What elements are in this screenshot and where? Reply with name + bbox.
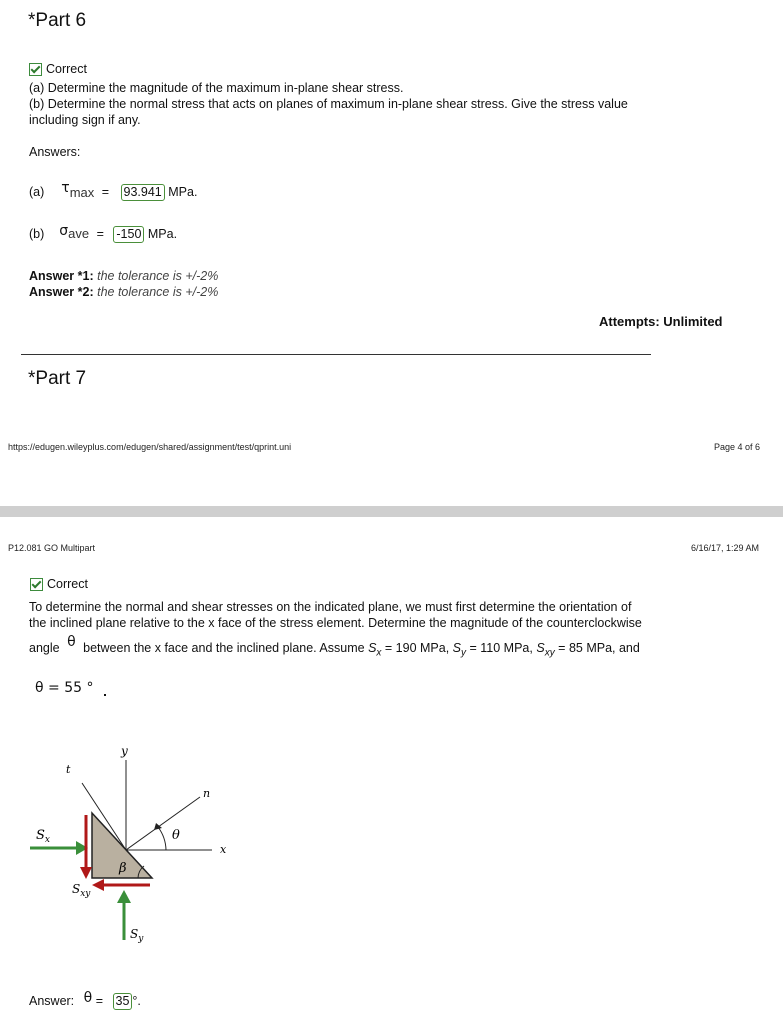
- theta-symbol: θ: [67, 634, 76, 650]
- header-datetime: 6/16/17, 1:29 AM: [691, 543, 760, 553]
- line3-pre: angle: [29, 641, 60, 655]
- header-problem: P12.081 GO Multipart: [8, 543, 96, 553]
- tolerance-1: [29, 268, 218, 284]
- label-beta: β: [119, 861, 127, 876]
- part8-line2: the inclined plane relative to the x face of the stress element. Determine the magnitude of the counterclockwise: [29, 616, 642, 630]
- tau-sub: max: [69, 185, 95, 200]
- sigma-sub: ave: [68, 226, 90, 241]
- sxy-face-arrowhead: [80, 867, 92, 879]
- stress-element-diagram: [20, 735, 260, 955]
- theta-arc: [158, 827, 166, 850]
- answer-b-unit: MPa.: [147, 227, 178, 241]
- sx-sub: x: [376, 647, 382, 659]
- theta-given: θ = 55 °: [35, 680, 94, 696]
- dot: [104, 694, 106, 696]
- divider: [21, 354, 651, 355]
- label-sxy: $S_{xy}$: [72, 882, 91, 899]
- label-theta: θ: [172, 828, 180, 843]
- answer-a-label: (a): [29, 185, 45, 199]
- sxy-sub: xy: [544, 647, 555, 659]
- part8-line1: To determine the normal and shear stresses on the indicated plane, we must first determine the orientation of: [29, 600, 632, 614]
- answer-b-eq: =: [96, 227, 104, 241]
- check-icon: [30, 578, 43, 591]
- answer-b-input[interactable]: -150: [113, 226, 144, 243]
- sigma-symbol: σ: [59, 223, 69, 239]
- answer-unit: °.: [132, 994, 141, 1008]
- tolerance-1-text: the tolerance is +/-2%: [97, 269, 219, 283]
- label-y: y: [121, 744, 128, 758]
- tau-symbol: τ: [61, 180, 70, 196]
- status-text: Correct: [46, 62, 87, 76]
- question-b-line1: (b) Determine the normal stress that acts on planes of maximum in-plane shear stress. Give the stress value: [29, 97, 628, 111]
- sy-value: = 110 MPa,: [469, 641, 533, 655]
- question-a: (a) Determine the magnitude of the maximum in-plane shear stress.: [29, 81, 404, 95]
- line3-mid: between the x face and the inclined plane. Assume: [83, 641, 365, 655]
- footer-page: Page 4 of 6: [714, 442, 761, 452]
- part8-status: [30, 576, 88, 592]
- check-icon: [29, 63, 42, 76]
- attempts-label: Attempts: Unlimited: [599, 314, 723, 329]
- answer-a-row: [29, 180, 198, 201]
- answer-input[interactable]: 35: [113, 993, 133, 1010]
- part6-status: [29, 61, 87, 77]
- answer-a-eq: =: [101, 185, 110, 199]
- sx-value: = 190 MPa,: [384, 641, 450, 655]
- footer-url[interactable]: https://edugen.wileyplus.com/edugen/shared/assignment/test/qprint.uni: [8, 442, 292, 452]
- status-text: Correct: [47, 577, 88, 591]
- part8-answer-row: [29, 990, 141, 1010]
- sy-arrowhead: [117, 890, 131, 903]
- part7-title: *Part 7: [28, 368, 87, 389]
- label-sx: $S_x$: [36, 828, 50, 845]
- label-x: x: [220, 843, 227, 856]
- answer-b-row: [29, 223, 178, 243]
- tolerance-2: [29, 284, 218, 300]
- answer-a-input[interactable]: 93.941: [121, 184, 165, 201]
- part6-title: *Part 6: [28, 10, 87, 31]
- label-t: t: [66, 763, 71, 776]
- answer-a-unit: MPa.: [168, 185, 198, 199]
- part8-line3: [29, 634, 640, 662]
- tolerance-2-text: the tolerance is +/-2%: [97, 285, 219, 299]
- label-n: n: [203, 787, 211, 800]
- n-axis: [126, 797, 200, 850]
- answer-label: Answer:: [29, 994, 75, 1008]
- label-sy: $S_y$: [130, 927, 144, 944]
- answers-label: Answers:: [29, 145, 81, 159]
- sy-sub: y: [461, 647, 467, 659]
- page-break: [0, 506, 783, 517]
- tolerance-2-label: Answer *2:: [29, 285, 94, 299]
- question-b-line2: including sign if any.: [29, 113, 141, 127]
- answer-eq: =: [95, 994, 104, 1008]
- sxy-value: = 85 MPa, and: [558, 641, 640, 655]
- sx-symbol: S: [368, 641, 377, 655]
- theta-arrowhead: [154, 823, 162, 830]
- sxy-symbol: S: [536, 641, 545, 655]
- answer-theta: θ: [83, 990, 93, 1006]
- tolerance-1-label: Answer *1:: [29, 269, 94, 283]
- sxy-bottom-arrowhead: [92, 879, 104, 891]
- answer-b-label: (b): [29, 227, 45, 241]
- sy-symbol: S: [452, 641, 462, 655]
